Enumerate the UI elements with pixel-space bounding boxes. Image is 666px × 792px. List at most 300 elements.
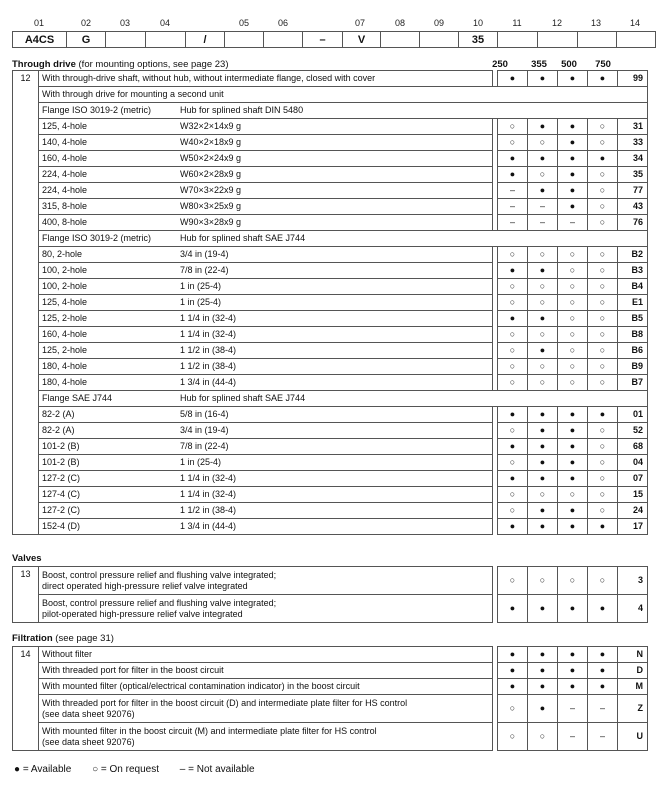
table-row — [13, 723, 648, 751]
description-line-2: direct operated high-pressure relief valve integrated — [42, 580, 248, 591]
table-row — [13, 391, 648, 407]
order-code: 35 — [618, 167, 648, 183]
availability-cell: ○ — [558, 567, 588, 595]
availability-cell: – — [558, 695, 588, 723]
availability-cell: ○ — [498, 487, 528, 503]
availability-cell: ● — [528, 663, 558, 679]
on-request-symbol: ○ — [92, 764, 99, 775]
row-description — [39, 423, 493, 439]
availability-cell: ○ — [528, 359, 558, 375]
availability-cell: ● — [498, 151, 528, 167]
row-description — [39, 199, 493, 215]
flange-label: Flange ISO 3019-2 (metric) — [42, 233, 152, 243]
availability-cell: ○ — [498, 423, 528, 439]
availability-cell: ● — [558, 471, 588, 487]
hub-label: 3/4 in (19-4) — [180, 249, 229, 259]
availability-cell: ○ — [498, 119, 528, 135]
hub-label: 1 in (25-4) — [180, 457, 222, 467]
table-row — [13, 135, 648, 151]
availability-cell: ● — [558, 167, 588, 183]
group-number: 12 — [13, 71, 39, 535]
row-description — [39, 343, 493, 359]
hub-label: 1 in (25-4) — [180, 281, 222, 291]
flange-label: 101-2 (B) — [42, 441, 80, 451]
flange-label: 100, 2-hole — [42, 281, 88, 291]
code-box-10 — [380, 31, 420, 48]
position-number-13: 13 — [590, 18, 601, 28]
availability-cell: ● — [528, 519, 558, 535]
size-header-750: 750 — [595, 59, 611, 70]
order-code: 17 — [618, 519, 648, 535]
row-description — [39, 487, 493, 503]
availability-cell: – — [528, 199, 558, 215]
valves-table — [12, 566, 648, 623]
availability-cell: ○ — [498, 327, 528, 343]
table-row — [13, 87, 648, 103]
flange-label: 400, 8-hole — [42, 217, 88, 227]
availability-cell: ○ — [558, 375, 588, 391]
availability-cell: ○ — [558, 359, 588, 375]
flange-label: 224, 4-hole — [42, 169, 88, 179]
row-description — [39, 471, 493, 487]
flange-label: 180, 4-hole — [42, 377, 88, 387]
availability-cell: ○ — [498, 723, 528, 751]
flange-label: 101-2 (B) — [42, 457, 80, 467]
table-row — [13, 487, 648, 503]
description-line-1: With threaded port for filter in the boost circuit — [42, 665, 224, 675]
group-number: 13 — [13, 567, 39, 623]
availability-cell: ○ — [558, 311, 588, 327]
availability-cell: ● — [528, 695, 558, 723]
description-line-1: With mounted filter (optical/electrical contamination indicator) in the boost circuit — [42, 681, 360, 691]
table-row — [13, 439, 648, 455]
availability-cell: ● — [558, 663, 588, 679]
availability-cell: ● — [498, 663, 528, 679]
availability-cell: ● — [528, 423, 558, 439]
availability-cell: ○ — [588, 263, 618, 279]
availability-cell: – — [498, 183, 528, 199]
availability-cell: ○ — [588, 439, 618, 455]
table-row — [13, 359, 648, 375]
order-code: 52 — [618, 423, 648, 439]
availability-cell: ● — [498, 311, 528, 327]
table-row — [13, 567, 648, 595]
availability-cell: ● — [558, 119, 588, 135]
availability-cell: ● — [528, 679, 558, 695]
hub-label: 1 1/2 in (38-4) — [180, 345, 237, 355]
through-drive-table — [12, 70, 648, 535]
hub-label: 1 1/2 in (38-4) — [180, 361, 237, 371]
availability-cell: ● — [528, 471, 558, 487]
row-description — [39, 215, 493, 231]
hub-label: W70×3×22x9 g — [180, 185, 242, 195]
order-code: 76 — [618, 215, 648, 231]
availability-cell: ○ — [498, 343, 528, 359]
availability-cell: ● — [588, 151, 618, 167]
availability-cell: ○ — [588, 567, 618, 595]
availability-cell: ● — [528, 119, 558, 135]
row-description — [39, 647, 493, 663]
availability-cell: ● — [528, 407, 558, 423]
availability-cell: ○ — [558, 327, 588, 343]
row-description — [39, 455, 493, 471]
order-code: 01 — [618, 407, 648, 423]
availability-cell: ● — [528, 503, 558, 519]
table-row — [13, 183, 648, 199]
hub-label: W90×3×28x9 g — [180, 217, 242, 227]
table-row — [13, 311, 648, 327]
order-code: 33 — [618, 135, 648, 151]
flange-label: 140, 4-hole — [42, 137, 88, 147]
size-header-500: 500 — [561, 59, 577, 70]
order-code: B7 — [618, 375, 648, 391]
order-code: 34 — [618, 151, 648, 167]
table-row — [13, 595, 648, 623]
table-row — [13, 679, 648, 695]
description-line-1: Boost, control pressure relief and flushing valve integrated; — [42, 597, 277, 608]
order-code: B3 — [618, 263, 648, 279]
not-available-label: = Not available — [188, 764, 255, 775]
flange-label: 82-2 (A) — [42, 409, 75, 419]
availability-cell: ○ — [498, 359, 528, 375]
availability-cell: ○ — [498, 503, 528, 519]
availability-cell: ● — [558, 439, 588, 455]
availability-cell: ● — [558, 679, 588, 695]
row-description — [39, 375, 493, 391]
availability-cell: ○ — [588, 247, 618, 263]
hub-label: Hub for splined shaft SAE J744 — [180, 393, 306, 403]
row-description — [39, 439, 493, 455]
position-number-06: 06 — [277, 18, 288, 28]
hub-label: 3/4 in (19-4) — [180, 425, 229, 435]
hub-label: 1 in (25-4) — [180, 297, 222, 307]
description-line-1: With threaded port for filter in the boost circuit (D) and intermediate plate filter for HS control — [42, 697, 408, 708]
availability-cell: ○ — [588, 199, 618, 215]
table-row — [13, 295, 648, 311]
hub-label: W32×2×14x9 g — [180, 121, 242, 131]
table-row — [13, 167, 648, 183]
availability-cell: ● — [558, 199, 588, 215]
availability-cell: ○ — [528, 247, 558, 263]
position-number-07: 07 — [354, 18, 365, 28]
table-row — [13, 375, 648, 391]
position-number-12: 12 — [551, 18, 562, 28]
row-description — [39, 263, 493, 279]
row-description — [39, 71, 493, 87]
availability-cell: ○ — [558, 343, 588, 359]
description-text: With through-drive shaft, without hub, without intermediate flange, closed with cover — [42, 73, 376, 83]
hub-label: W50×2×24x9 g — [180, 153, 242, 163]
hub-label: 5/8 in (16-4) — [180, 409, 229, 419]
availability-cell: ● — [498, 519, 528, 535]
availability-cell: ● — [558, 503, 588, 519]
order-code: 24 — [618, 503, 648, 519]
order-code: M — [618, 679, 648, 695]
flange-label: 80, 2-hole — [42, 249, 83, 259]
availability-cell: – — [528, 215, 558, 231]
availability-cell: ○ — [588, 215, 618, 231]
position-number-01: 01 — [33, 18, 44, 28]
order-code: B2 — [618, 247, 648, 263]
order-code: E1 — [618, 295, 648, 311]
availability-cell: ○ — [588, 343, 618, 359]
availability-cell: ○ — [588, 119, 618, 135]
availability-cell: ○ — [588, 487, 618, 503]
availability-cell: ○ — [498, 567, 528, 595]
code-box-13 — [497, 31, 538, 48]
availability-cell: ● — [498, 71, 528, 87]
availability-cell: ● — [588, 663, 618, 679]
availability-cell: ○ — [498, 455, 528, 471]
availability-cell: ● — [498, 471, 528, 487]
availability-cell: ● — [558, 423, 588, 439]
availability-cell: ○ — [558, 263, 588, 279]
order-code: 31 — [618, 119, 648, 135]
availability-cell: ○ — [528, 279, 558, 295]
order-code: 3 — [618, 567, 648, 595]
hub-label: W80×3×25x9 g — [180, 201, 242, 211]
code-box-14 — [537, 31, 578, 48]
row-description — [39, 327, 493, 343]
position-number-04: 04 — [159, 18, 170, 28]
position-number-09: 09 — [433, 18, 444, 28]
availability-cell: ○ — [528, 375, 558, 391]
availability-cell: ● — [588, 647, 618, 663]
description-line-2: pilot-operated high-pressure relief valve integrated — [42, 608, 243, 619]
code-box-6 — [224, 31, 264, 48]
order-code: 15 — [618, 487, 648, 503]
hub-label: 1 3/4 in (44-4) — [180, 521, 237, 531]
availability-cell: ○ — [588, 455, 618, 471]
table-row — [13, 71, 648, 87]
availability-cell: ○ — [558, 295, 588, 311]
row-description — [39, 151, 493, 167]
position-number-02: 02 — [80, 18, 91, 28]
availability-cell: ● — [528, 183, 558, 199]
availability-cell: ○ — [528, 567, 558, 595]
availability-cell: ● — [558, 519, 588, 535]
position-number-11: 11 — [512, 18, 522, 28]
position-number-10: 10 — [472, 18, 483, 28]
flange-label: 125, 4-hole — [42, 121, 88, 131]
availability-cell: ● — [498, 595, 528, 623]
table-row — [13, 151, 648, 167]
flange-label: 125, 2-hole — [42, 313, 88, 323]
flange-label: 160, 4-hole — [42, 329, 88, 339]
availability-cell: ● — [558, 71, 588, 87]
row-description — [39, 247, 493, 263]
row-description — [39, 503, 493, 519]
availability-cell: ● — [498, 167, 528, 183]
size-header-355: 355 — [531, 59, 547, 70]
availability-cell: ● — [498, 439, 528, 455]
hub-label: 7/8 in (22-4) — [180, 265, 229, 275]
code-box-9: V — [342, 31, 381, 48]
row-description — [39, 279, 493, 295]
description-line-2: (see data sheet 92076) — [42, 708, 135, 719]
availability-cell: ● — [498, 647, 528, 663]
row-description — [39, 695, 493, 723]
table-row — [13, 455, 648, 471]
code-box-16 — [616, 31, 656, 48]
availability-cell: ○ — [498, 375, 528, 391]
availability-cell: ● — [558, 455, 588, 471]
description-text: With through drive for mounting a second unit — [42, 89, 224, 99]
availability-cell: ● — [588, 407, 618, 423]
availability-cell: ○ — [558, 247, 588, 263]
on-request-label: = On request — [100, 764, 159, 775]
availability-cell: ○ — [498, 295, 528, 311]
availability-cell: ○ — [528, 327, 558, 343]
code-box-15 — [577, 31, 617, 48]
availability-cell: ● — [558, 183, 588, 199]
flange-label: 125, 4-hole — [42, 297, 88, 307]
flange-label: 100, 2-hole — [42, 265, 88, 275]
availability-cell: ○ — [528, 295, 558, 311]
order-code: 43 — [618, 199, 648, 215]
availability-cell: ● — [528, 647, 558, 663]
table-row — [13, 519, 648, 535]
position-number-05: 05 — [238, 18, 249, 28]
table-row — [13, 503, 648, 519]
table-row — [13, 471, 648, 487]
hub-label: 1 1/4 in (32-4) — [180, 489, 237, 499]
flange-label: Flange ISO 3019-2 (metric) — [42, 105, 152, 115]
availability-cell: ● — [528, 343, 558, 359]
availability-cell: ○ — [558, 487, 588, 503]
table-row — [13, 103, 648, 119]
order-code: 4 — [618, 595, 648, 623]
availability-cell: ● — [498, 407, 528, 423]
flange-label: 82-2 (A) — [42, 425, 75, 435]
flange-label: 224, 4-hole — [42, 185, 88, 195]
order-code: B5 — [618, 311, 648, 327]
availability-cell: – — [558, 215, 588, 231]
filtration-heading: Filtration (see page 31) — [12, 633, 114, 644]
row-description — [39, 595, 493, 623]
availability-cell: ● — [588, 679, 618, 695]
code-box-1: A4CS — [12, 31, 67, 48]
description-line-1: Without filter — [42, 649, 93, 659]
position-number-14: 14 — [629, 18, 640, 28]
row-description — [39, 391, 648, 407]
not-available-symbol: – — [179, 764, 186, 775]
valves-heading: Valves — [12, 553, 42, 564]
code-box-8: – — [302, 31, 343, 48]
availability-cell: ○ — [528, 135, 558, 151]
row-description — [39, 407, 493, 423]
hub-label: 1 1/2 in (38-4) — [180, 505, 237, 515]
table-row — [13, 231, 648, 247]
table-row — [13, 199, 648, 215]
order-code: Z — [618, 695, 648, 723]
availability-cell: – — [588, 723, 618, 751]
hub-label: 1 3/4 in (44-4) — [180, 377, 237, 387]
row-description — [39, 567, 493, 595]
group-number: 14 — [13, 647, 39, 751]
availability-cell: – — [588, 695, 618, 723]
row-description — [39, 183, 493, 199]
order-code: B8 — [618, 327, 648, 343]
description-line-1: With mounted filter in the boost circuit (M) and intermediate plate filter for HS control — [42, 725, 377, 736]
order-code: B9 — [618, 359, 648, 375]
row-description — [39, 663, 493, 679]
availability-cell: ● — [528, 263, 558, 279]
row-description — [39, 87, 648, 103]
availability-cell: ○ — [588, 295, 618, 311]
availability-cell: ● — [558, 135, 588, 151]
row-description — [39, 231, 648, 247]
order-code: N — [618, 647, 648, 663]
description-line-2: (see data sheet 92076) — [42, 736, 135, 747]
hub-label: W40×2×18x9 g — [180, 137, 242, 147]
availability-cell: ○ — [498, 135, 528, 151]
hub-label: 1 1/4 in (32-4) — [180, 313, 237, 323]
availability-cell: ● — [498, 263, 528, 279]
order-code: B4 — [618, 279, 648, 295]
availability-cell: ● — [558, 407, 588, 423]
availability-cell: ● — [528, 595, 558, 623]
position-number-08: 08 — [394, 18, 405, 28]
availability-cell: ○ — [588, 183, 618, 199]
availability-cell: ○ — [498, 247, 528, 263]
hub-label: W60×2×28x9 g — [180, 169, 242, 179]
flange-label: Flange SAE J744 — [42, 393, 113, 403]
table-row — [13, 663, 648, 679]
availability-cell: ○ — [528, 723, 558, 751]
table-row — [13, 647, 648, 663]
row-description — [39, 311, 493, 327]
through-drive-heading: Through drive (for mounting options, see page 23) — [12, 59, 229, 70]
availability-cell: ○ — [588, 135, 618, 151]
flange-label: 180, 4-hole — [42, 361, 88, 371]
order-code: 04 — [618, 455, 648, 471]
availability-cell: ● — [588, 595, 618, 623]
availability-cell: ● — [558, 151, 588, 167]
description-line-1: Boost, control pressure relief and flushing valve integrated; — [42, 569, 277, 580]
availability-cell: ○ — [588, 375, 618, 391]
flange-label: 125, 2-hole — [42, 345, 88, 355]
availability-cell: ○ — [588, 359, 618, 375]
table-row — [13, 119, 648, 135]
availability-cell: ○ — [588, 327, 618, 343]
row-description — [39, 723, 493, 751]
code-box-11 — [419, 31, 459, 48]
flange-label: 127-2 (C) — [42, 505, 81, 515]
code-box-7 — [263, 31, 303, 48]
row-description — [39, 359, 493, 375]
availability-cell: ● — [498, 679, 528, 695]
table-row — [13, 423, 648, 439]
order-code: 77 — [618, 183, 648, 199]
hub-label: 7/8 in (22-4) — [180, 441, 229, 451]
size-header-250: 250 — [492, 59, 508, 70]
legend — [14, 764, 255, 775]
hub-label: Hub for splined shaft SAE J744 — [180, 233, 306, 243]
availability-cell: ● — [588, 519, 618, 535]
row-description — [39, 519, 493, 535]
hub-label: 1 1/4 in (32-4) — [180, 329, 237, 339]
code-box-4 — [145, 31, 186, 48]
code-box-5: / — [185, 31, 225, 48]
row-description — [39, 679, 493, 695]
table-row — [13, 343, 648, 359]
flange-label: 152-4 (D) — [42, 521, 81, 531]
flange-label: 127-4 (C) — [42, 489, 81, 499]
flange-label: 315, 8-hole — [42, 201, 88, 211]
row-description — [39, 135, 493, 151]
table-row — [13, 407, 648, 423]
